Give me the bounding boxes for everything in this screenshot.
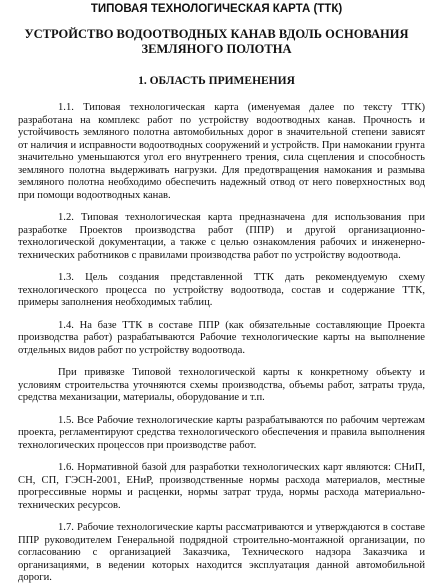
paragraph-1-4: 1.4. На базе ТТК в составе ППР (как обязательные составляющие Проекта производства работ) разрабатываются Рабочие технологические карты на выполнение отдельных видов работ по устройству водоотвода. [18,319,425,356]
paragraph-1-5: 1.5. Все Рабочие технологические карты разрабатываются по рабочим чертежам проекта, регламентируют средства технологического обеспечения и правила выполнения технологических процессов при производстве работ. [18,414,425,451]
document-title: ТИПОВАЯ ТЕХНОЛОГИЧЕСКАЯ КАРТА (ТТК) [90,3,343,15]
paragraph-1-6: 1.6. Нормативной базой для разработки технологических карт являются: СНиП, СН, СП, ГЭСН-2001, ЕНиР, производственные нормы расхода материалов, местные прогрессивные нормы и расценки, нормы затрат труда, нормы расхода материально-технических ресурсов. [18,462,425,511]
paragraph-1-1: 1.1. Типовая технологическая карта (именуемая далее по тексту ТТК) разработана на комплекс работ по устройству водоотводных канав. Прочность и устойчивость земляного полотна автомобильных дорог в значительной степени зависят от наличия и исправности водоотводных сооружений и устройств. При намокании грунта значительно уменьшаются угол его внутреннего трения, сила сцепления и способность земляного полотна выдерживать нагрузки. Для предотвращения намокания и размыва земляного полотна необходимо обеспечить надежный отвод от него поверхностных вод при помощи водоотводных канав. [18,102,425,201]
paragraph-binding-note: При привязке Типовой технологической карты к конкретному объекту и условиям строительства уточняются схемы производства, объемы работ, затраты труда, средства механизации, материалы, оборудование и т.п. [18,367,425,403]
paragraph-1-3: 1.3. Цель создания представленной ТТК дать рекомендуемую схему технологического процесса по устройству водоотвода, состав и содержание ТТК, примеры заполнения необходимых таблиц. [18,272,425,308]
paragraph-1-2: 1.2. Типовая технологическая карта предназначена для использования при разработке Проектов производства работ (ППР) и другой организационно-технологической документации, а также с целью ознакомления рабочих и инженерно-технических работников с правилами производства работ по устройству водоотвода. [18,212,425,261]
section-heading: 1. ОБЛАСТЬ ПРИМЕНЕНИЯ [138,75,295,87]
document-heading: УСТРОЙСТВО ВОДООТВОДНЫХ КАНАВ ВДОЛЬ ОСНОВАНИЯ ЗЕМЛЯНОГО ПОЛОТНА [24,27,409,56]
paragraph-1-7: 1.7. Рабочие технологические карты рассматриваются и утверждаются в составе ППР руководителем Генеральной подрядной строительно-монтажной организации, по согласованию с организацией Заказчика, Технического надзора Заказчика и организациями, в ведении которых находится эксплуатация данной автомобильной дороги. [18,522,425,583]
document-body [0,102,433,585]
